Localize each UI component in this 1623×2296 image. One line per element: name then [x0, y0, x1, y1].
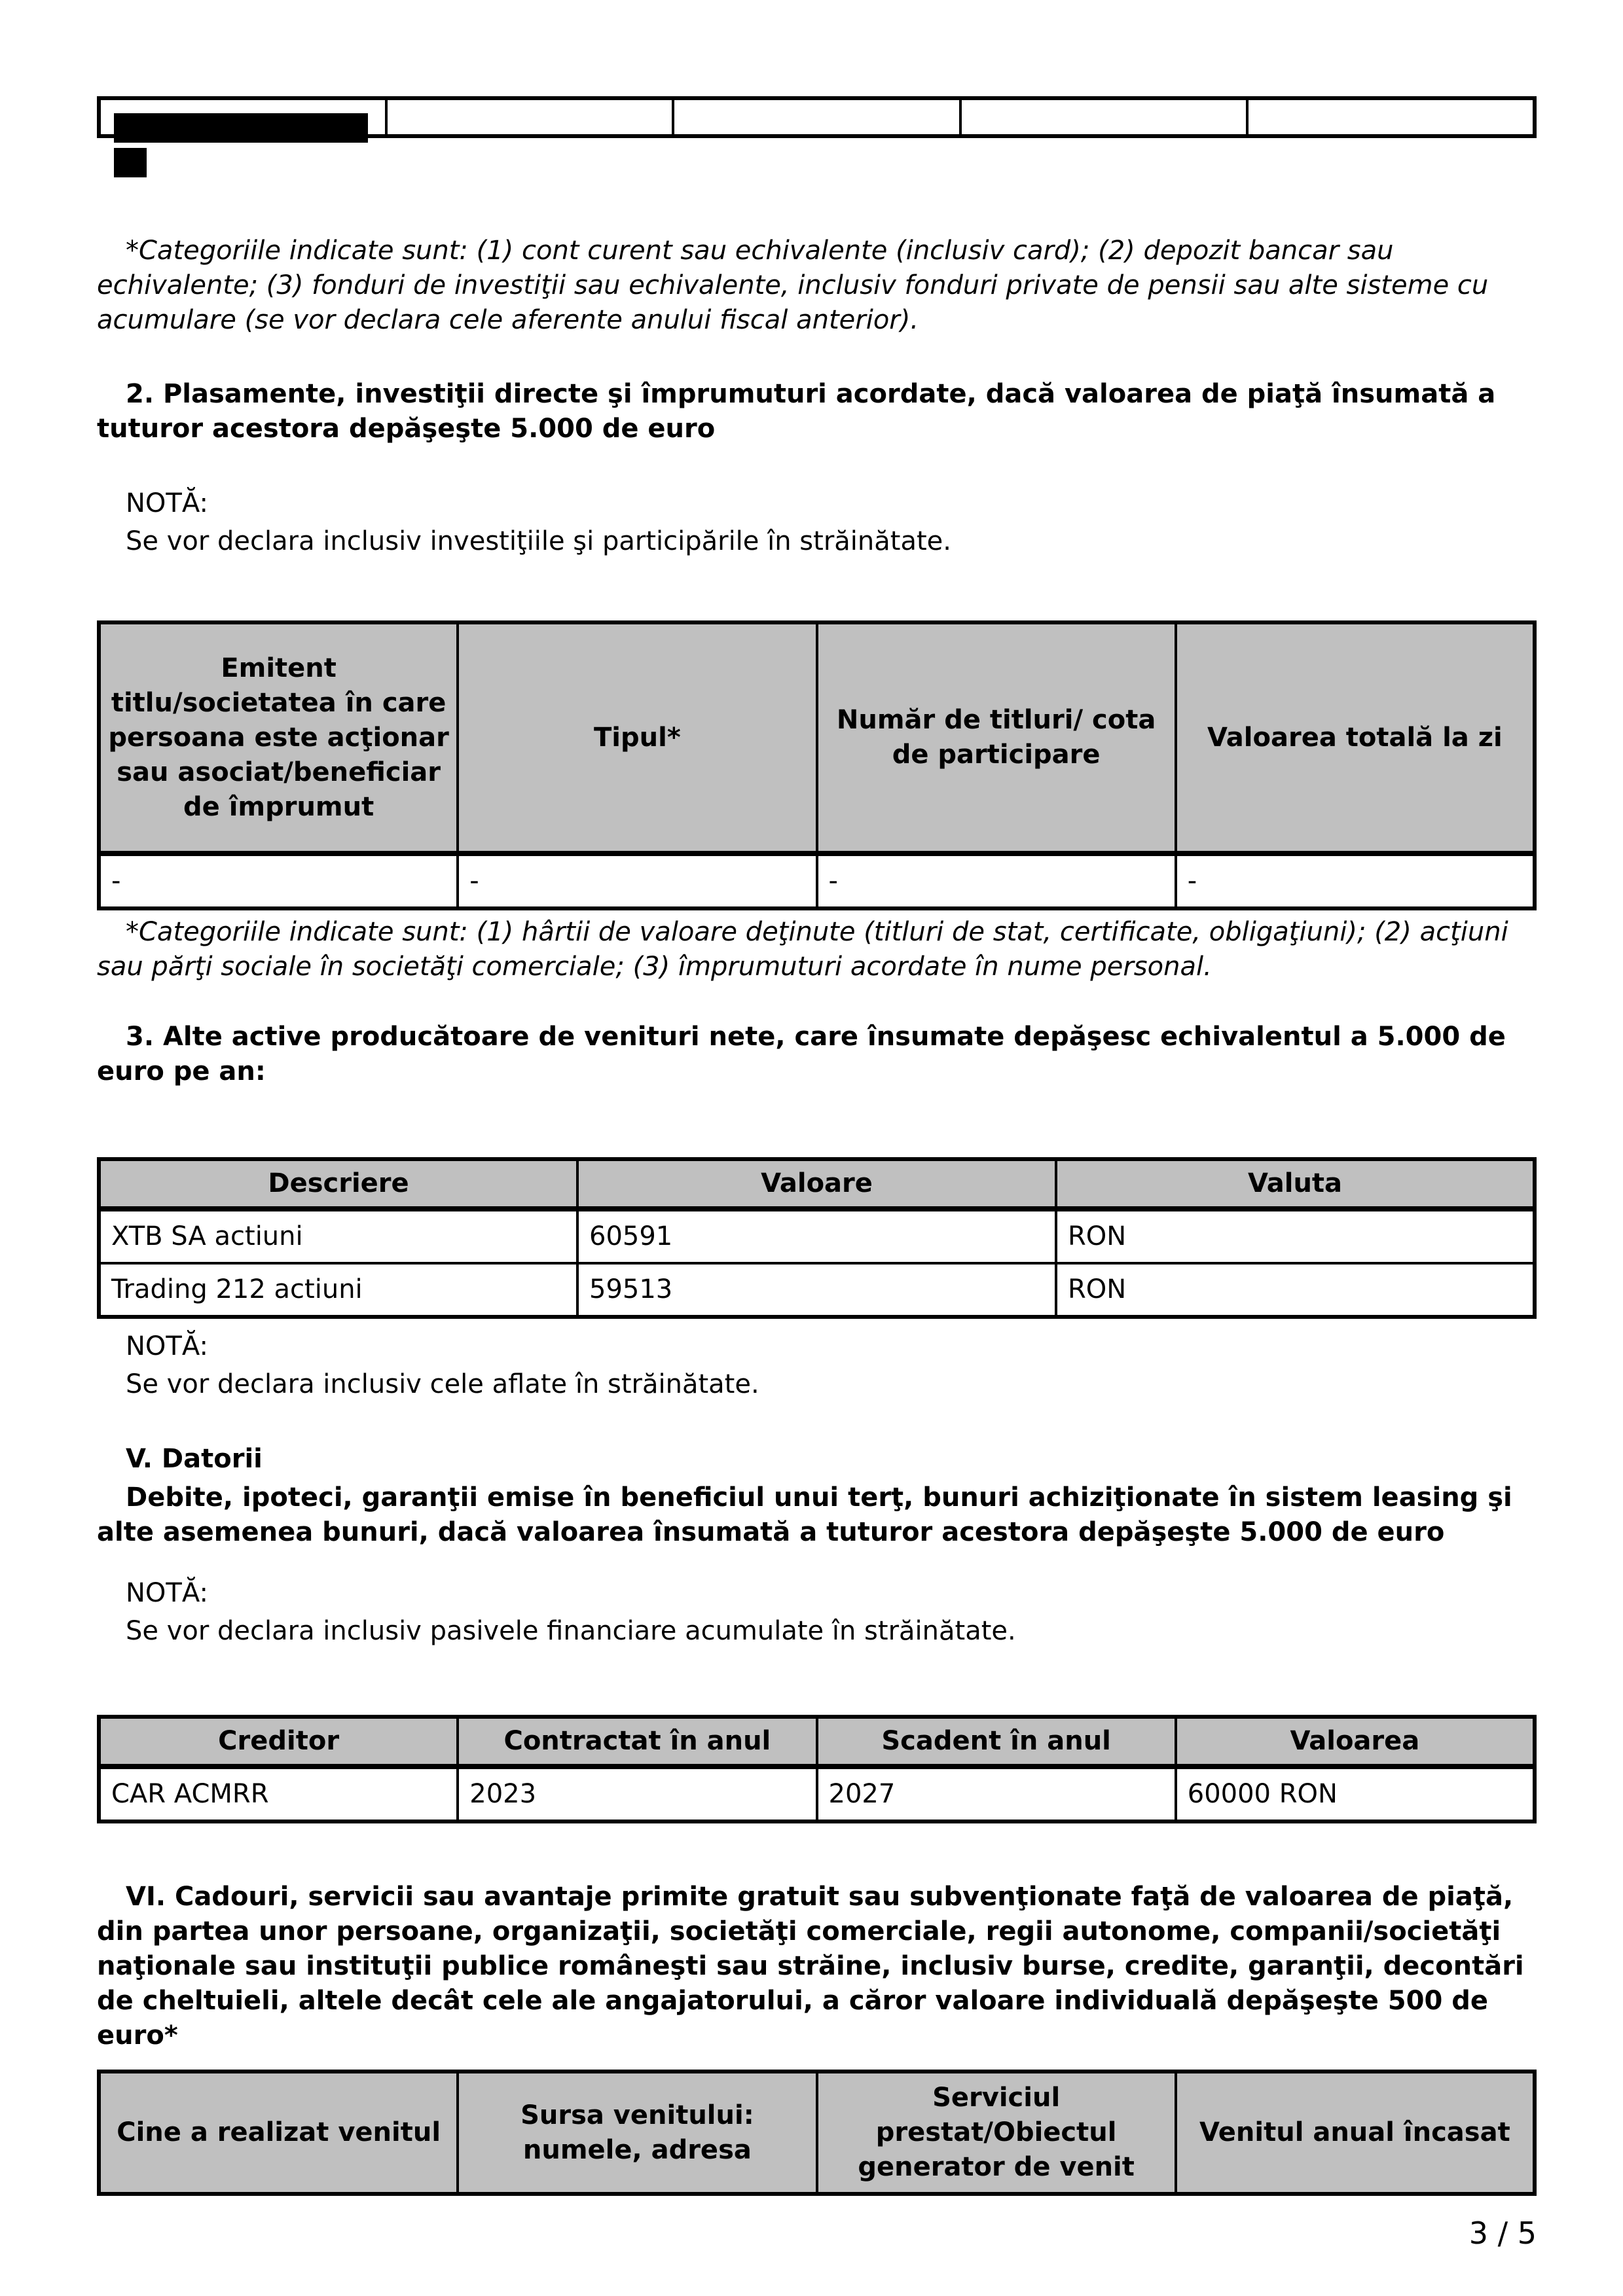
table-cell [673, 98, 960, 136]
table-row [99, 1767, 1535, 1821]
note-label: NOTĂ: [126, 1578, 208, 1608]
column-header: Sursa venitului: numele, adresa [458, 2072, 816, 2194]
table-cell: CAR ACMRR [99, 1767, 458, 1821]
column-header: Emitent titlu/societatea în care persoana este acţionar sau asociat/beneficiar de împrumut [99, 622, 458, 853]
column-header: Valuta [1056, 1159, 1535, 1209]
note-text: Se vor declara inclusiv pasivele financiare acumulate în străinătate. [126, 1616, 1016, 1646]
column-header: Număr de titluri/ cota de participare [817, 622, 1176, 853]
footnote-accounts: *Categoriile indicate sunt: (1) cont curent sau echivalente (inclusiv card); (2) depozit bancar sau echivalente; (3) fonduri de investiţii sau echivalente, inclusiv fonduri private de pensii sau alte sisteme cu acumulare (se vor declara cele aferente anului fiscal anterior). [97, 236, 1489, 335]
section-2-note [97, 484, 1565, 560]
table-row [99, 853, 1535, 908]
table-cell: 2027 [817, 1767, 1176, 1821]
table-cell: RON [1056, 1263, 1535, 1317]
column-header: Serviciul prestat/Obiectul generator de venit [817, 2072, 1176, 2194]
column-header: Creditor [99, 1717, 458, 1767]
section-6-heading: VI. Cadouri, servicii sau avantaje primite gratuit sau subvenţionate faţă de valoarea de piaţă, din partea unor persoane, organizaţii, societăţi comerciale, regii autonome, companii/societăţi naţionale sau instituţii publice româneşti sau străine, inclusiv burse, credite, garanţii, decontări de cheltuieli, altele decât cele ale angajatorului, a căror valoare individuală depăşeşte 500 de euro* [97, 1882, 1524, 2051]
section-5-note [97, 1574, 1565, 1650]
column-header: Cine a realizat venitul [99, 2072, 458, 2194]
table-cell [1247, 98, 1535, 136]
investments-table-wrapper [97, 620, 1537, 910]
gifts-table [97, 2070, 1537, 2196]
note-label: NOTĂ: [126, 488, 208, 518]
table-cell: 60000 RON [1176, 1767, 1535, 1821]
table-cell: RON [1056, 1209, 1535, 1263]
table-header-row [99, 622, 1535, 853]
table-cell: XTB SA actiuni [99, 1209, 577, 1263]
section-5-title: V. Datorii [126, 1444, 263, 1474]
redaction-block [114, 113, 368, 143]
debts-table [97, 1715, 1537, 1823]
note-text: Se vor declara inclusiv cele aflate în străinătate. [126, 1369, 759, 1399]
gifts-table-wrapper [97, 2070, 1537, 2196]
table-cell: - [1176, 853, 1535, 908]
section-3-heading: 3. Alte active producătoare de venituri nete, care însumate depăşesc echivalentul a 5.000 de euro pe an: [97, 1022, 1506, 1086]
column-header: Valoare [577, 1159, 1056, 1209]
table-cell: - [99, 853, 458, 908]
table-cell [386, 98, 674, 136]
column-header: Descriere [99, 1159, 577, 1209]
column-header: Scadent în anul [817, 1717, 1176, 1767]
column-header: Tipul* [458, 622, 816, 853]
other-assets-table-wrapper [97, 1157, 1537, 1319]
column-header: Valoarea totală la zi [1176, 622, 1535, 853]
table-header-row [99, 1159, 1535, 1209]
investments-table [97, 620, 1537, 910]
table-cell: 59513 [577, 1263, 1056, 1317]
other-assets-table [97, 1157, 1537, 1319]
footnote-investments: *Categoriile indicate sunt: (1) hârtii de valoare deţinute (titluri de stat, certificate, obligaţiuni); (2) acţiuni sau părţi sociale în societăţi comerciale; (3) împrumuturi acordate în nume personal. [97, 917, 1508, 982]
column-header: Contractat în anul [458, 1717, 816, 1767]
table-cell [960, 98, 1248, 136]
top-table [97, 96, 1537, 138]
redaction-block [114, 148, 147, 177]
section-5-heading: Debite, ipoteci, garanţii emise în beneficiul unui terţ, bunuri achiziţionate în sistem leasing şi alte asemenea bunuri, dacă valoarea însumată a tuturor acestora depăşeşte 5.000 de euro [97, 1482, 1512, 1547]
table-cell: - [817, 853, 1176, 908]
table-cell: - [458, 853, 816, 908]
table-cell: 60591 [577, 1209, 1056, 1263]
table-header-row [99, 2072, 1535, 2194]
column-header: Valoarea [1176, 1717, 1535, 1767]
table-cell: Trading 212 actiuni [99, 1263, 577, 1317]
table-header-row [99, 1717, 1535, 1767]
section-3-note [97, 1327, 1565, 1403]
note-label: NOTĂ: [126, 1331, 208, 1361]
redacted-cell [99, 98, 386, 136]
page-number: 3 / 5 [1468, 2215, 1537, 2251]
table-row [99, 98, 1535, 136]
table-row [99, 1209, 1535, 1263]
table-cell: 2023 [458, 1767, 816, 1821]
redacted-table-continuation [97, 96, 1537, 138]
table-row [99, 1263, 1535, 1317]
note-text: Se vor declara inclusiv investiţiile şi participările în străinătate. [126, 526, 951, 556]
debts-table-wrapper [97, 1715, 1537, 1823]
section-2-heading: 2. Plasamente, investiţii directe şi împrumuturi acordate, dacă valoarea de piaţă însumată a tuturor acestora depăşeşte 5.000 de euro [97, 379, 1496, 444]
column-header: Venitul anual încasat [1176, 2072, 1535, 2194]
